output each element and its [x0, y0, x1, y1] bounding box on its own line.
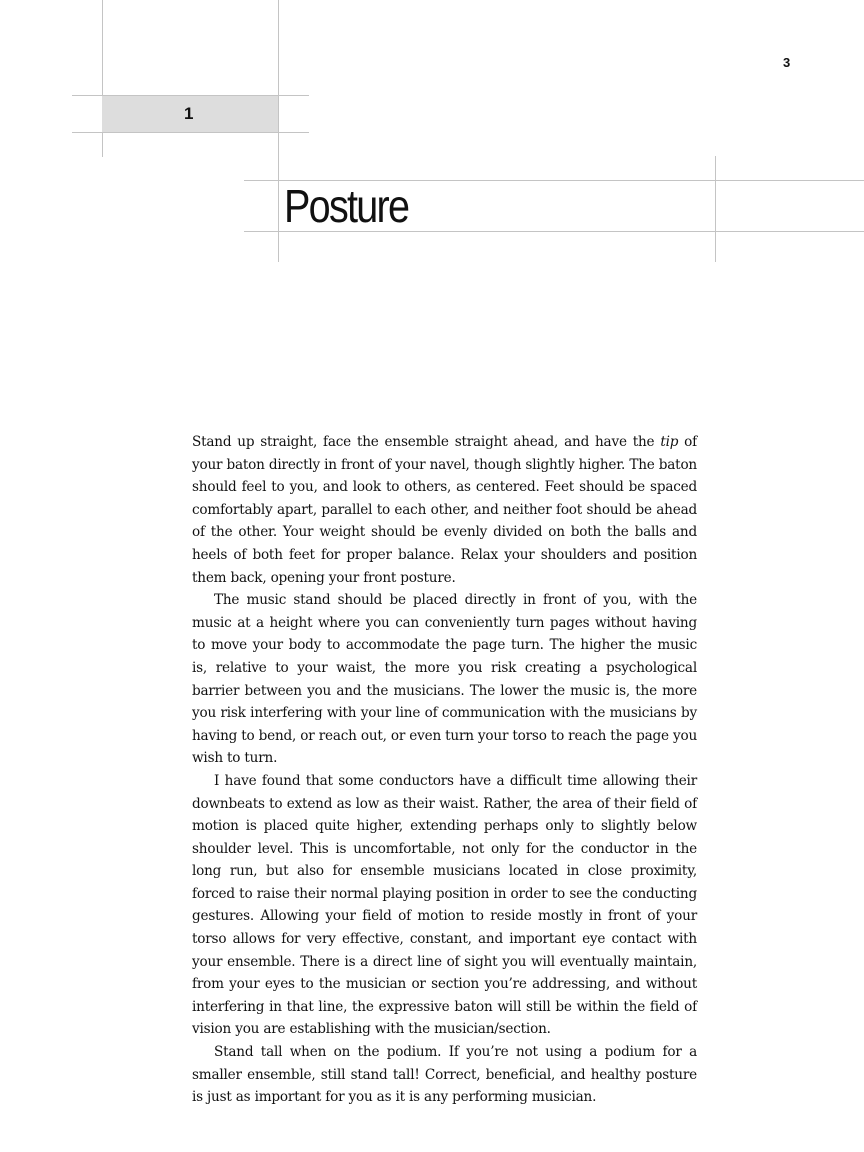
grid-rule-vertical-center [278, 0, 279, 262]
paragraph-1 [192, 431, 697, 589]
paragraph-3: I have found that some conductors have a difficult time allowing their downbeats to extend as low as their waist. Rather, the area of their field of motion is placed quite higher, extending perhaps only to slightly below shoulder level. This is uncomfortable, not only for the conductor in the long run, but also for ensemble musicians located in close proximity, forced to raise their normal playing position in order to see the conducting gestures. Allowing your field of motion to reside mostly in front of your torso allows for very effective, constant, and important eye contact with your ensemble. There is a direct line of sight you will eventually maintain, from your eyes to the musician or section you’re addressing, and without interfering in that line, the expressive baton will still be within the field of vision you are establishing with the musician/section. [192, 772, 697, 1038]
body-text [192, 431, 697, 1109]
grid-rule-vertical-left [102, 0, 103, 157]
paragraph-1-text-start: Stand up straight, face the ensemble straight ahead, and have the [192, 434, 661, 450]
paragraph-1-italic-word: tip [660, 434, 679, 450]
paragraph-4: Stand tall when on the podium. If you’re not using a podium for a smaller ensemble, still stand tall! Correct, beneficial, and healthy posture is just as important for you as it is any performing musician. [192, 1044, 697, 1106]
grid-rule-horizontal-chapter-bottom [72, 132, 309, 133]
paragraph-1-text-end: of your baton directly in front of your navel, though slightly higher. The baton should feel to you, and look to others, as centered. Feet should be spaced comfortably apart, parallel to each other, and neither foot should be ahead of the other. Your weight should be evenly divided on both the balls and heels of both feet for proper balance. Relax your shoulders and position them back, opening your front posture. [192, 434, 698, 586]
chapter-title: Posture [284, 180, 409, 232]
paragraph-2: The music stand should be placed directly in front of you, with the music at a height where you can conveniently turn pages without having to move your body to accommodate the page turn. The higher the music is, relative to your waist, the more you risk creating a psychological barrier between you and the musicians. The lower the music is, the more you risk interfering with your line of communication with the musicians by having to bend, or reach out, or even turn your torso to reach the page you wish to turn. [192, 592, 697, 767]
page-number: 3 [783, 55, 791, 70]
grid-rule-vertical-right [715, 156, 716, 262]
chapter-number: 1 [184, 104, 194, 123]
